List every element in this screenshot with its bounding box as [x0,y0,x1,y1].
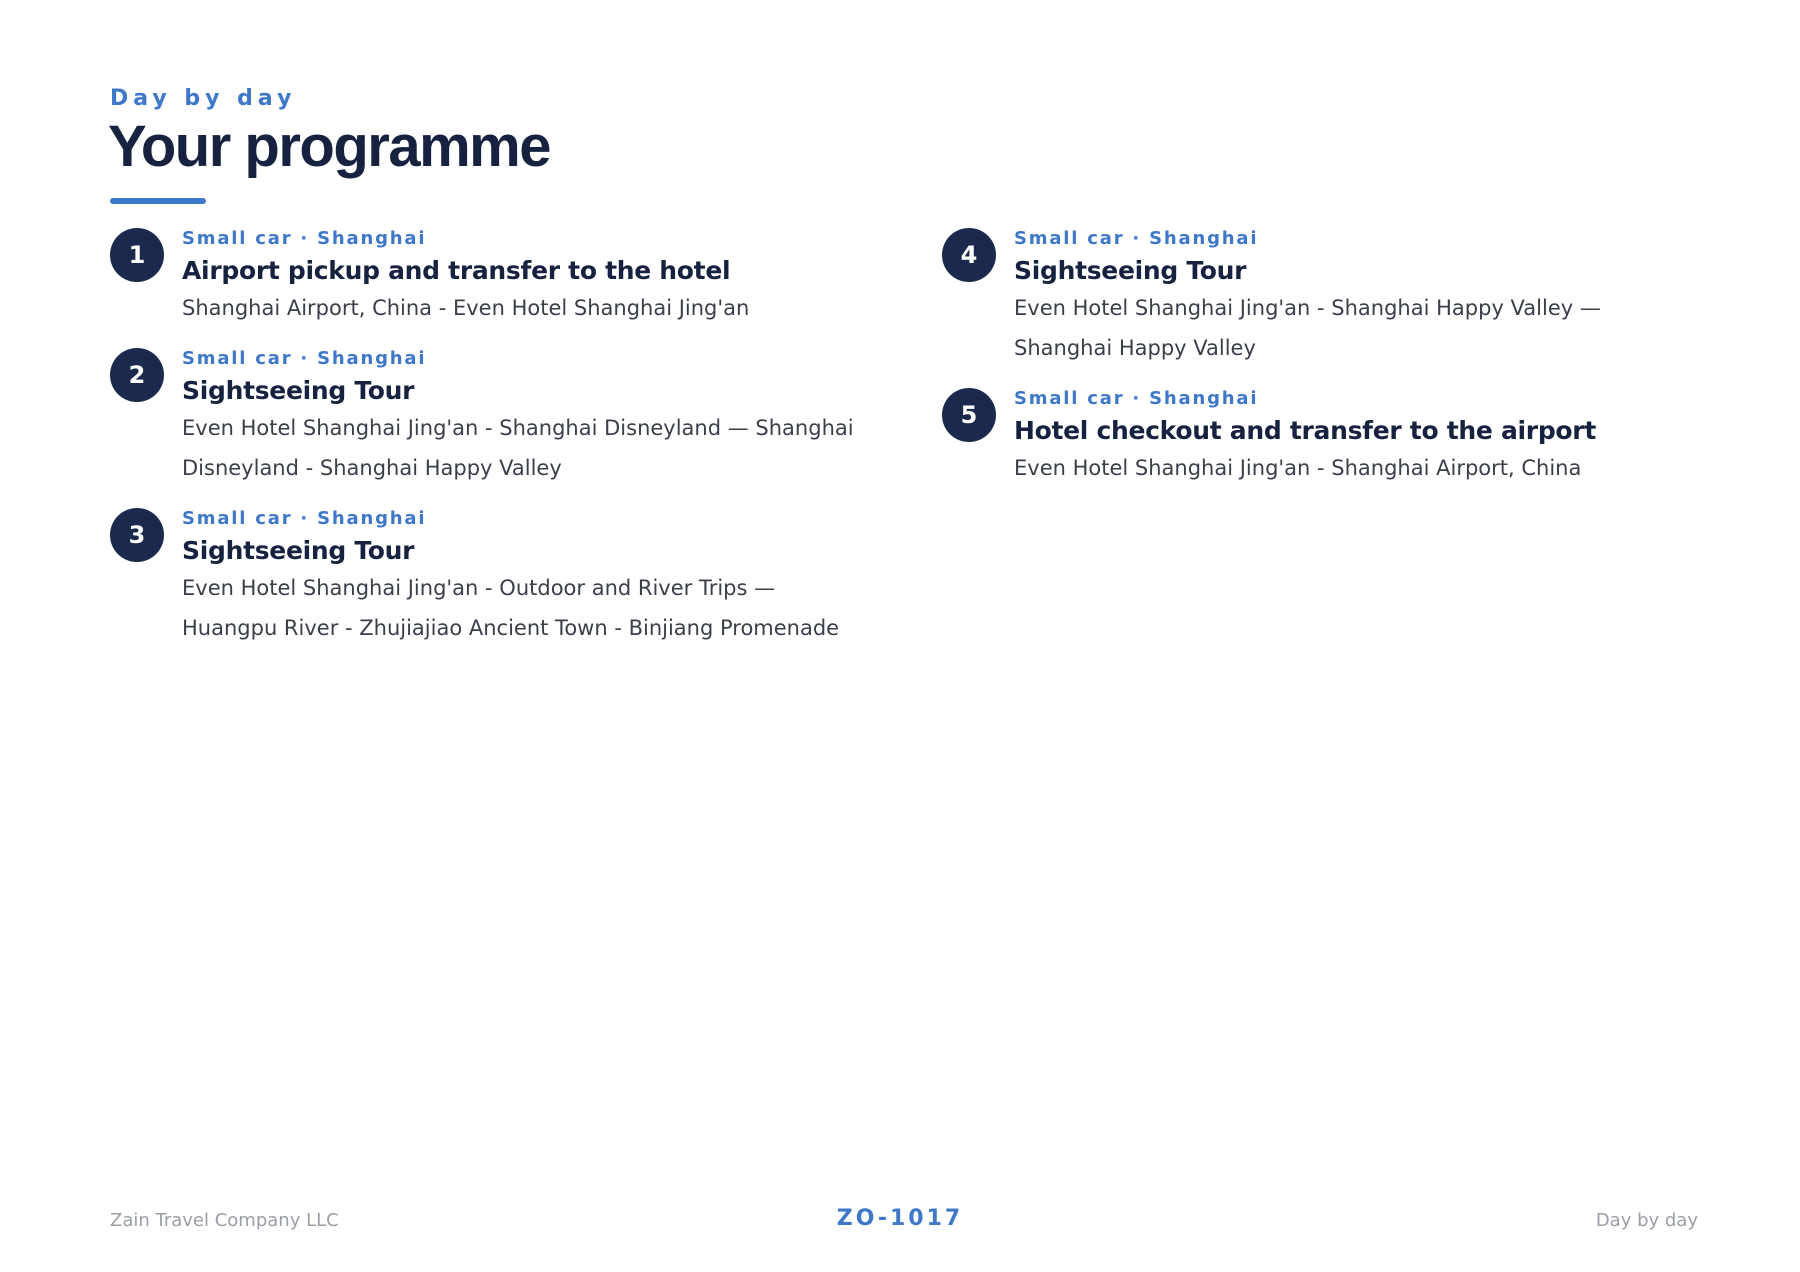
day-number-badge: 4 [942,228,996,282]
day-meta: Small car · Shanghai [182,228,427,249]
day-title: Airport pickup and transfer to the hotel [182,256,731,285]
footer-company: Zain Travel Company LLC [110,1210,339,1231]
day-description: Even Hotel Shanghai Jing'an - Shanghai Happy Valley — Shanghai Happy Valley [1014,296,1601,360]
day-description: Even Hotel Shanghai Jing'an - Outdoor and River Trips — Huangpu River - Zhujiajiao Ancient Town - Binjiang Promenade [182,576,840,640]
day-item [110,506,870,648]
day-meta: Small car · Shanghai [182,348,427,369]
programme-column-right [942,226,1702,506]
footer-reference: ZO-1017 [836,1206,964,1231]
day-item [942,226,1702,368]
page-title: Your programme [108,114,551,179]
day-meta: Small car · Shanghai [1014,388,1259,409]
day-title: Sightseeing Tour [182,536,415,565]
programme-column-left [110,226,870,666]
day-meta: Small car · Shanghai [1014,228,1259,249]
day-title: Hotel checkout and transfer to the airport [1014,416,1596,445]
day-description: Even Hotel Shanghai Jing'an - Shanghai Disneyland — Shanghai Disneyland - Shanghai Happy Valley [182,416,854,480]
day-number-badge: 3 [110,508,164,562]
day-title: Sightseeing Tour [182,376,415,405]
day-number-badge: 5 [942,388,996,442]
day-meta: Small car · Shanghai [182,508,427,529]
day-description: Shanghai Airport, China - Even Hotel Shanghai Jing'an [182,296,750,320]
day-title: Sightseeing Tour [1014,256,1247,285]
day-item [110,226,870,328]
day-number-badge: 1 [110,228,164,282]
footer-section: Day by day [1595,1210,1698,1231]
day-number-badge: 2 [110,348,164,402]
day-item [110,346,870,488]
section-eyebrow: Day by day [110,86,297,111]
title-underline [110,198,206,204]
day-item [942,386,1702,488]
day-description: Even Hotel Shanghai Jing'an - Shanghai Airport, China [1014,456,1582,480]
